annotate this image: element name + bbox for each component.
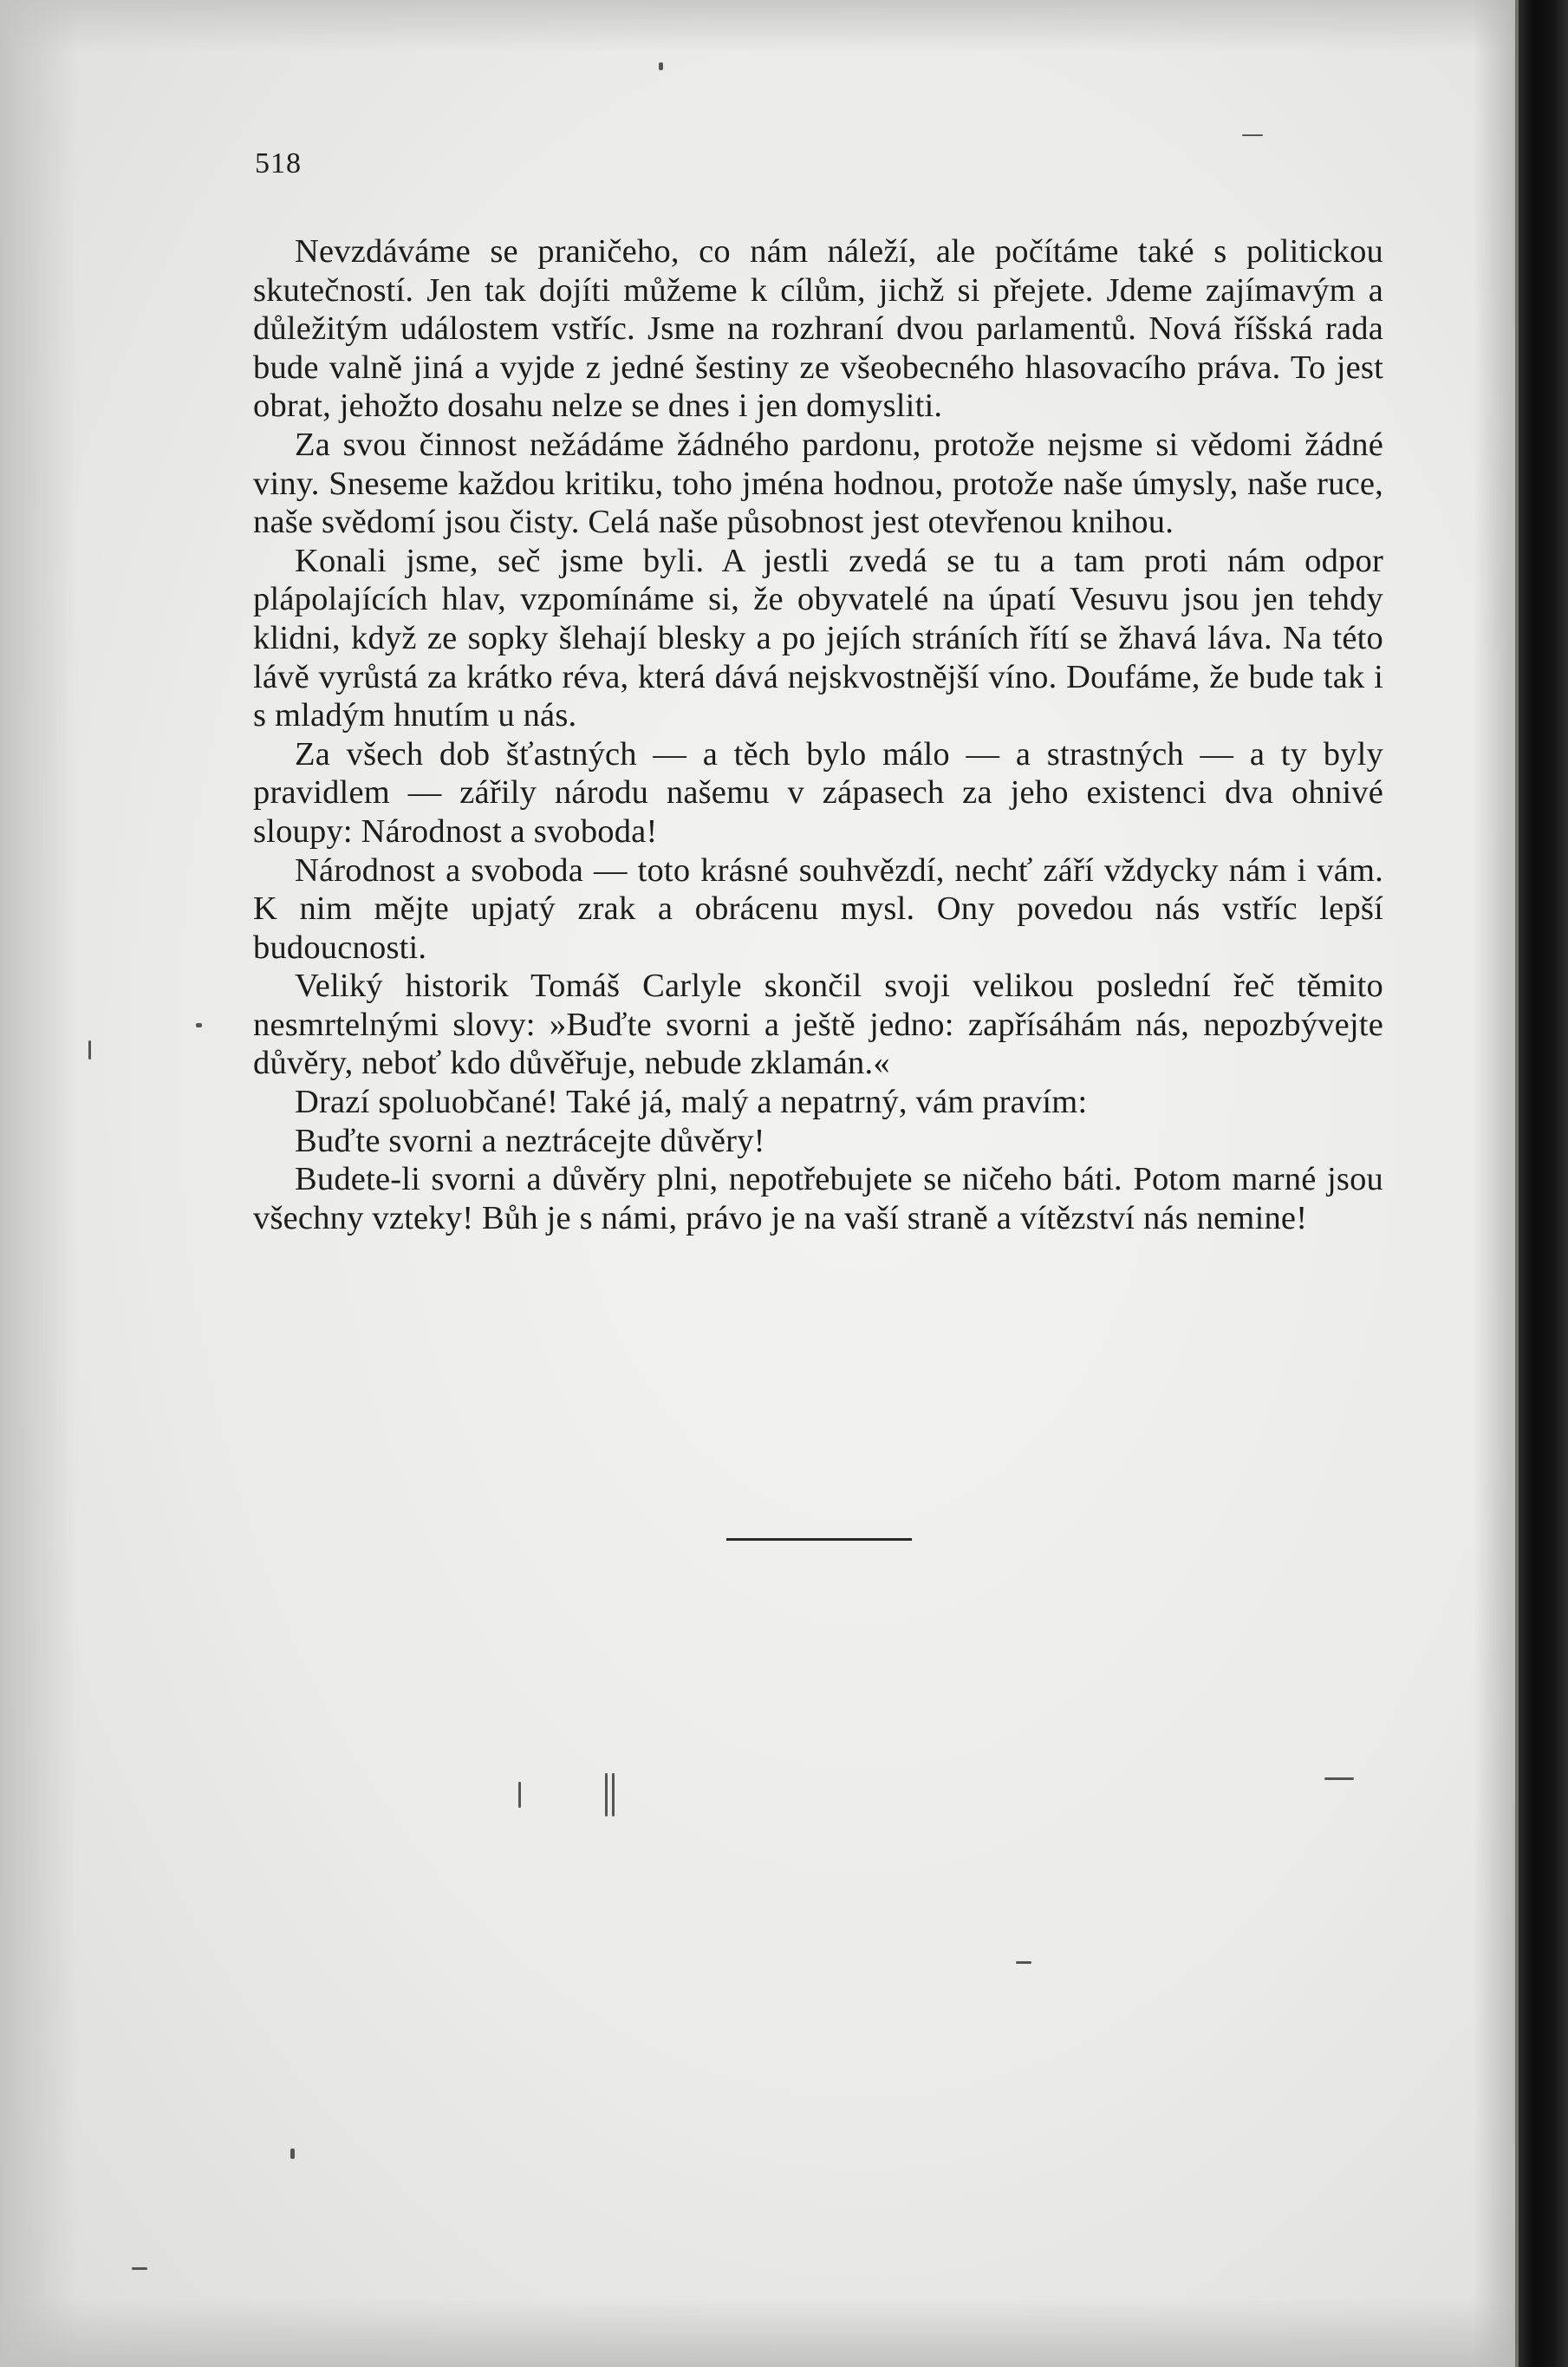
scan-speck: [290, 2149, 295, 2159]
scan-shadow-left: [0, 0, 78, 2367]
scan-speck: [659, 62, 663, 70]
paragraph: Konali jsme, seč jsme byli. A jestli zvedá se tu a tam proti nám odpor plápolajících hlav, vzpomínáme si, že obyvatelé na úpatí Vesuvu jsou jen tehdy klidni, když ze sopky šlehají blesky a po jejích stráních řítí se žhavá láva. Na této lávě vyrůstá za krátko réva, která dává nejskvostnější víno. Doufáme, že bude tak i s mladým hnutím u nás.: [253, 542, 1383, 734]
book-spine: [1519, 0, 1568, 2367]
scan-speck: [1016, 1961, 1031, 1964]
scan-speck: [88, 1040, 91, 1060]
scan-speck: [518, 1782, 521, 1808]
scan-speck: [1324, 1777, 1354, 1780]
paragraph: Nevzdáváme se praničeho, co nám náleží, ale počítáme také s politickou skutečností. Jen tak dojíti můžeme k cílům, jichž si přejete. Jdeme zajímavým a důležitým událostem vstříc. Jsme na rozhraní dvou parlamentů. Nová říšská rada bude valně jiná a vyjde z jedné šestiny ze všeobecného hlasovacího práva. To jest obrat, jehožto dosahu nelze se dnes i jen domysliti.: [253, 233, 1383, 425]
scan-speck: [612, 1773, 615, 1816]
end-rule: [726, 1538, 912, 1541]
paragraph: Veliký historik Tomáš Carlyle skončil svoji velikou poslední řeč těmito nesmrtelnými slovy: »Buďte svorni a ještě jedno: zapřísáhám nás, nepozbývejte důvěry, neboť kdo důvěřuje, nebude zklamán.«: [253, 968, 1383, 1082]
scan-speck: [132, 2267, 147, 2270]
gutter-shadow: [1474, 0, 1517, 2367]
scan-shadow-bottom: [0, 2298, 1568, 2367]
paragraph: Za svou činnost nežádáme žádného pardonu, protože nejsme si vědomi žádné viny. Sneseme každou kritiku, toho jména hodnou, protože naše úmysly, naše ruce, naše svědomí jsou čisty. Celá naše působnost jest otevřenou knihou.: [253, 426, 1383, 541]
paragraph: Drazí spoluobčané! Také já, malý a nepatrný, vám pravím:: [295, 1084, 1088, 1121]
body-text: [253, 232, 1383, 1237]
paragraph: Buďte svorni a neztrácejte důvěry!: [295, 1122, 765, 1159]
scan-shadow-top: [0, 0, 1568, 52]
paragraph: Národnost a svoboda — toto krásné souhvězdí, nechť září vždycky nám i vám. K nim mějte upjatý zrak a obrácenu mysl. Ony povedou nás vstříc lepší budoucnosti.: [253, 851, 1383, 966]
paragraph: Za všech dob šťastných — a těch bylo málo — a strastných — a ty byly pravidlem — zářily národu našemu v zápasech za jeho existenci dva ohnivé sloupy: Národnost a svoboda!: [253, 735, 1383, 850]
scan-speck: [605, 1773, 608, 1816]
page-number: 518: [255, 147, 302, 179]
scan-speck: [196, 1023, 202, 1027]
paragraph: Budete-li svorni a důvěry plni, nepotřebujete se ničeho báti. Potom marné jsou všechny vzteky! Bůh je s námi, právo je na vaší straně a vítězství nás nemine!: [253, 1161, 1383, 1236]
scan-speck: [1242, 134, 1263, 136]
